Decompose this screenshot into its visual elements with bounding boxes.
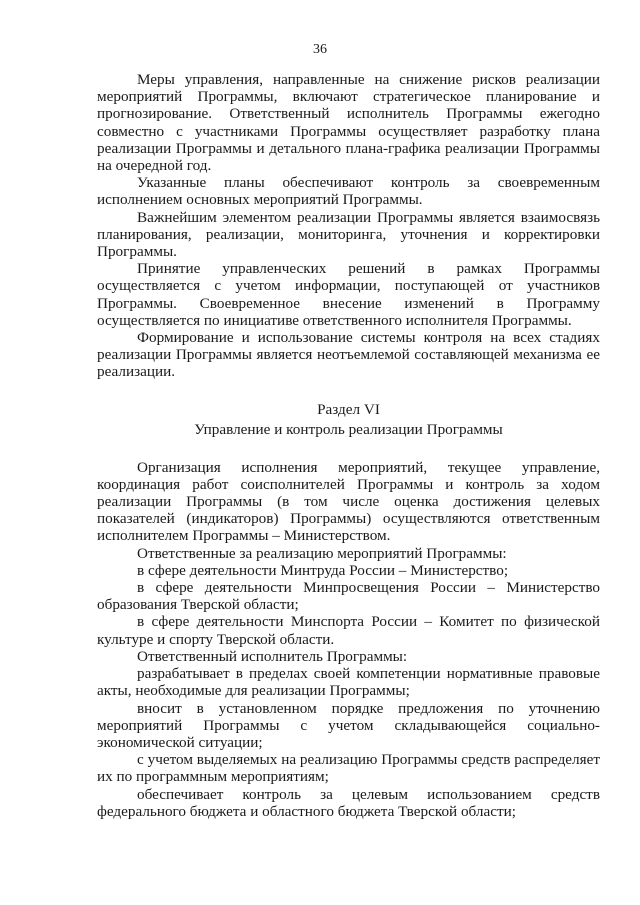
page-number: 36	[313, 42, 327, 57]
paragraph: Меры управления, направленные на снижение рисков реализации мероприятий Программы, включают стратегическое планирование и прогнозирование. Ответственный исполнитель Программы ежегодно совместно с участниками Программы осуществляет разработку плана реализации Программы и детального плана-графика реализации Программы на очередной год.	[97, 71, 600, 175]
paragraph: вносит в установленном порядке предложения по уточнению мероприятий Программы с учетом складывающейся социально-экономической ситуации;	[97, 699, 600, 751]
paragraph: Принятие управленческих решений в рамках Программы осуществляется с учетом информации, поступающей от участников Программы. Своевременное внесение изменений в Программу осуществляется по инициативе ответственного исполнителя Программы.	[97, 260, 600, 329]
paragraph: в сфере деятельности Минспорта России – Комитет по физической культуре и спорту Тверской области.	[97, 613, 600, 648]
paragraph: Важнейшим элементом реализации Программы является взаимосвязь планирования, реализации, мониторинга, уточнения и корректировки Программы.	[97, 208, 600, 261]
paragraph: в сфере деятельности Минтруда России – Министерство;	[137, 561, 509, 579]
paragraph: Формирование и использование системы контроля на всех стадиях реализации Программы является неотъемлемой составляющей механизма ее реализации.	[97, 329, 600, 381]
paragraph: разрабатывает в пределах своей компетенции нормативные правовые акты, необходимые для реализации Программы;	[97, 665, 600, 700]
section-heading	[97, 400, 600, 440]
section-number: Раздел VI	[317, 400, 380, 418]
section-title: Управление и контроль реализации Программы	[194, 420, 503, 438]
paragraph: обеспечивает контроль за целевым использованием средств федерального бюджета и областного бюджета Тверской области;	[97, 785, 600, 820]
document-body	[97, 71, 600, 820]
paragraph: Ответственные за реализацию мероприятий Программы:	[137, 544, 507, 562]
paragraph: с учетом выделяемых на реализацию Программы средств распределяет их по программным мероприятиям;	[97, 751, 600, 786]
paragraph: Организация исполнения мероприятий, текущее управление, координация работ соисполнителей Программы и контроль за ходом реализации Программы (в том числе оценка достижения целевых показателей (индикаторов) Программы) осуществляются ответственным исполнителем Программы – Министерством.	[97, 458, 600, 545]
paragraph: Ответственный исполнитель Программы:	[137, 647, 408, 665]
paragraph: в сфере деятельности Минпросвещения России – Министерство образования Тверской области;	[97, 579, 600, 614]
paragraph: Указанные планы обеспечивают контроль за своевременным исполнением основных мероприятий Программы.	[97, 174, 600, 209]
